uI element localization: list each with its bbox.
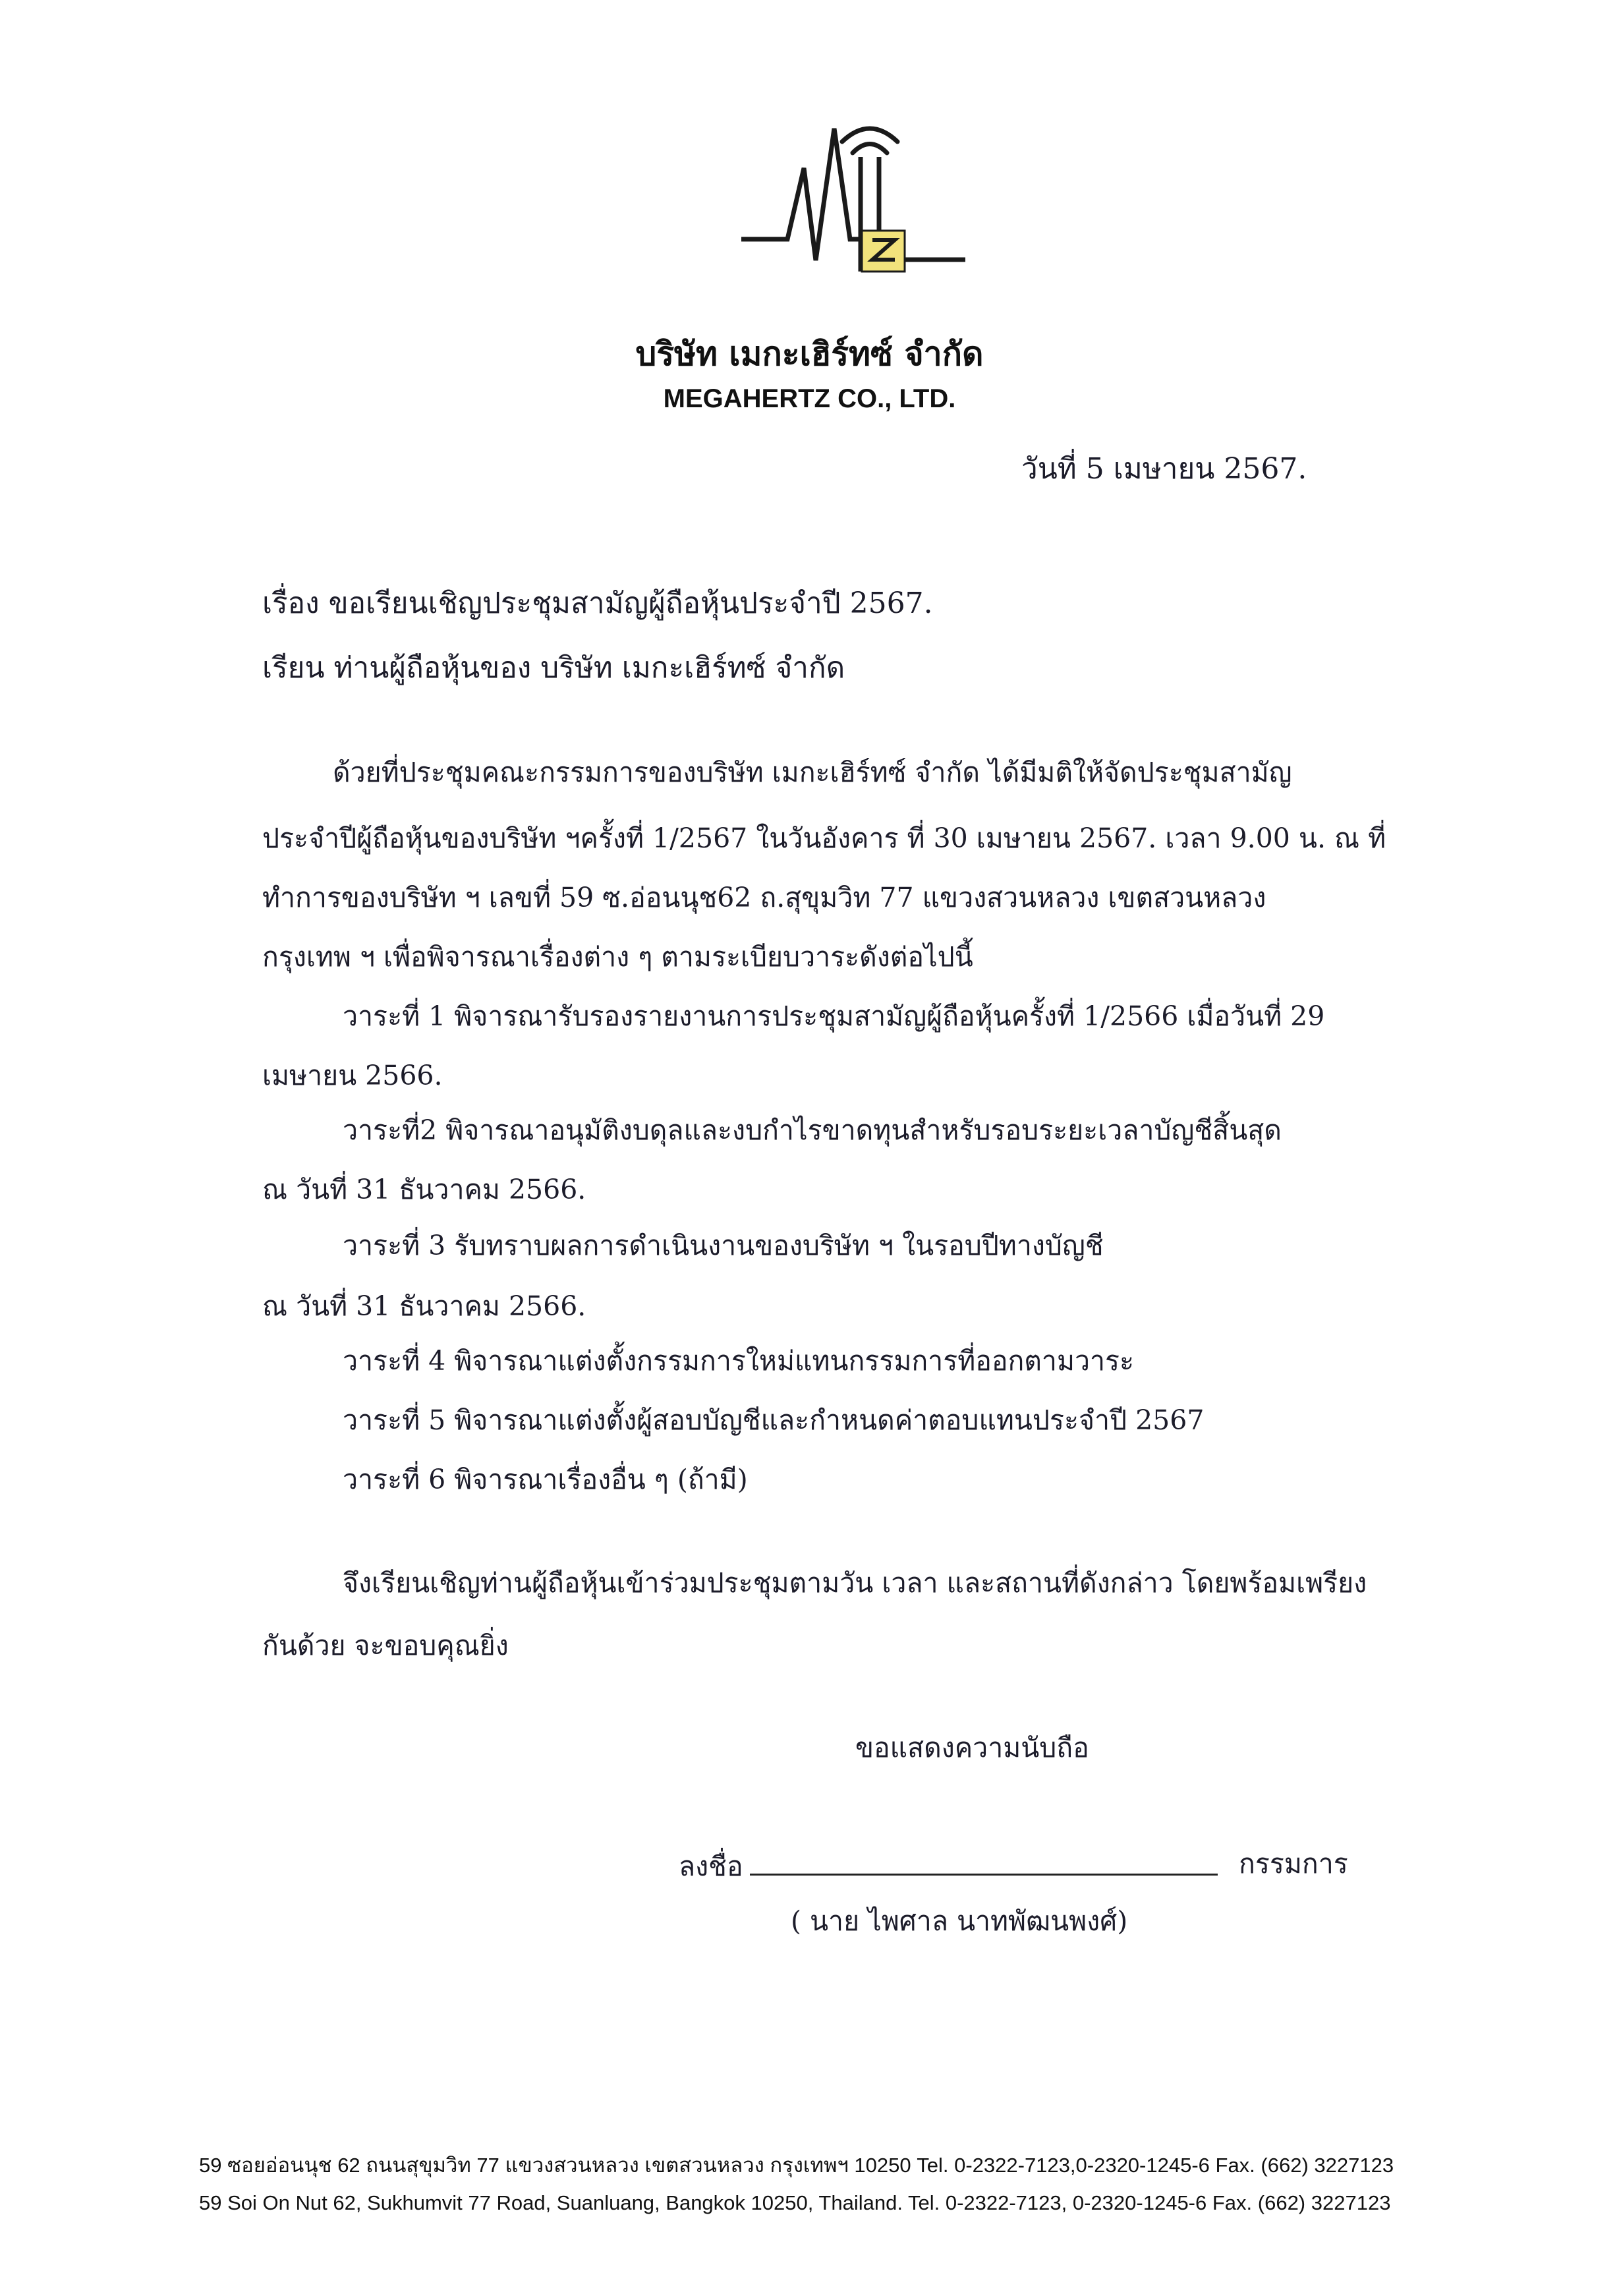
footer-address-thai: 59 ซอยอ่อนนุช 62 ถนนสุขุมวิท 77 แขวงสวนหลวง เขตสวนหลวง กรุงเทพฯ 10250 Tel. 0-2322-7123,0-2320-1245-6 Fax. (662) 3227123 [199, 2154, 1394, 2177]
agenda-item-2: วาระที่2 พิจารณาอนุมัติงบดุลและงบกำไรขาดทุนสำหรับรอบระยะเวลาบัญชีสิ้นสุด [343, 1114, 1282, 1146]
letter-date: วันที่ 5 เมษายน 2567. [1021, 452, 1307, 486]
letter-recipient: เรียน ท่านผู้ถือหุ้นของ บริษัท เมกะเฮิร์ทซ์ จำกัด [262, 651, 845, 685]
closing-line-2: กันด้วย จะขอบคุณยิ่ง [262, 1630, 509, 1661]
megahertz-logo [738, 99, 969, 297]
agenda-item-2-cont: ณ วันที่ 31 ธันวาคม 2566. [262, 1174, 586, 1205]
intro-line-4: กรุงเทพ ฯ เพื่อพิจารณาเรื่องต่าง ๆ ตามระเบียบวาระดังต่อไปนี้ [262, 941, 973, 973]
signer-position: กรรมการ [1239, 1848, 1348, 1880]
footer-address-english: 59 Soi On Nut 62, Sukhumvit 77 Road, Suanluang, Bangkok 10250, Thailand. Tel. 0-2322-7123, 0-2320-1245-6 Fax. (662) 3227123 [199, 2191, 1391, 2214]
signature-label: ลงชื่อ [679, 1851, 743, 1882]
signer-name: ( นาย ไพศาล นาทพัฒนพงศ์) [791, 1905, 1128, 1937]
agenda-item-1-cont: เมษายน 2566. [262, 1060, 443, 1091]
agenda-item-6: วาระที่ 6 พิจารณาเรื่องอื่น ๆ (ถ้ามี) [343, 1464, 748, 1495]
letter-subject: เรื่อง ขอเรียนเชิญประชุมสามัญผู้ถือหุ้นประจำปี 2567. [262, 587, 933, 620]
regards-text: ขอแสดงความนับถือ [855, 1732, 1089, 1764]
agenda-item-3-cont: ณ วันที่ 31 ธันวาคม 2566. [262, 1290, 586, 1322]
closing-line-1: จึงเรียนเชิญท่านผู้ถือหุ้นเข้าร่วมประชุมตามวัน เวลา และสถานที่ดังกล่าว โดยพร้อมเพรียง [343, 1567, 1367, 1599]
intro-line-2: ประจำปีผู้ถือหุ้นของบริษัท ฯครั้งที่ 1/2567 ในวันอังคาร ที่ 30 เมษายน 2567. เวลา 9.00 น. ณ ที่ [262, 822, 1386, 854]
signature-line [750, 1874, 1218, 1876]
agenda-item-4: วาระที่ 4 พิจารณาแต่งตั้งกรรมการใหม่แทนกรรมการที่ออกตามวาระ [343, 1345, 1135, 1377]
agenda-item-5: วาระที่ 5 พิจารณาแต่งตั้งผู้สอบบัญชีและกำหนดค่าตอบแทนประจำปี 2567 [343, 1404, 1205, 1436]
agenda-item-1: วาระที่ 1 พิจารณารับรองรายงานการประชุมสามัญผู้ถือหุ้นครั้งที่ 1/2566 เมื่อวันที่ 29 [343, 1000, 1325, 1032]
company-name-thai: บริษัท เมกะเฮิร์ทซ์ จำกัด [635, 334, 984, 373]
intro-line-3: ทำการของบริษัท ฯ เลขที่ 59 ซ.อ่อนนุช62 ถ.สุขุมวิท 77 แขวงสวนหลวง เขตสวนหลวง [262, 882, 1266, 913]
agenda-item-3: วาระที่ 3 รับทราบผลการดำเนินงานของบริษัท ฯ ในรอบปีทางบัญชี [343, 1230, 1104, 1261]
intro-line-1: ด้วยที่ประชุมคณะกรรมการของบริษัท เมกะเฮิร์ทซ์ จำกัด ได้มีมติให้จัดประชุมสามัญ [333, 757, 1292, 788]
company-name-english: MEGAHERTZ CO., LTD. [663, 384, 956, 413]
